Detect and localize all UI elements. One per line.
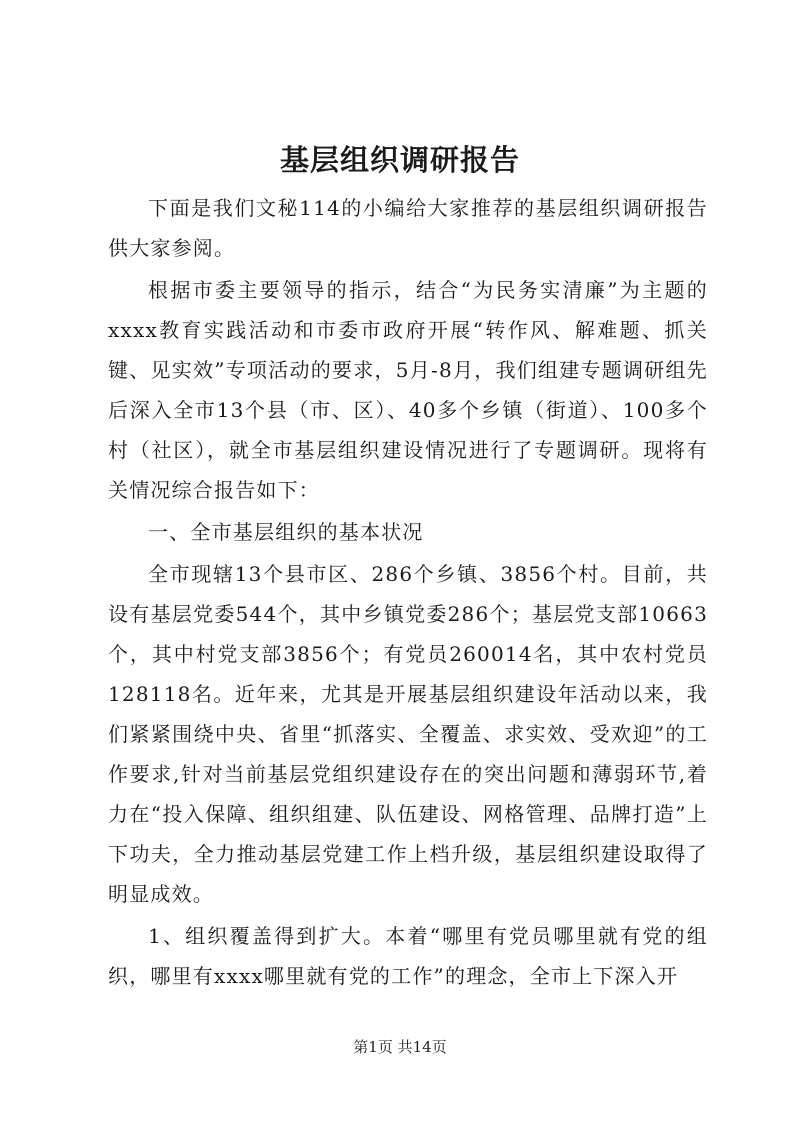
- coverage-paragraph: 1、组织覆盖得到扩大。本着“哪里有党员哪里就有党的组织，哪里有xxxx哪里就有党的工作”的理念，全市上下深入开: [108, 924, 708, 988]
- intro-paragraph: 下面是我们文秘114的小编给大家推荐的基层组织调研报告供大家参阅。: [108, 196, 708, 260]
- document-title: 基层组织调研报告: [279, 143, 520, 177]
- document-body: [108, 188, 708, 998]
- background-paragraph: 根据市委主要领导的指示，结合“为民务实清廉”为主题的xxxx教育实践活动和市委市政府开展“转作风、解难题、抓关键、见实效”专项活动的要求，5月-8月，我们组建专题调研组先后深入全市13个县（市、区）、40多个乡镇（街道）、100多个村（社区），就全市基层组织建设情况进行了专题调研。现将有关情况综合报告如下：: [108, 278, 708, 502]
- section-heading: 一、全市基层组织的基本状况: [148, 520, 424, 544]
- page-number-footer: 第1页 共14页: [353, 1038, 447, 1056]
- status-paragraph: 全市现辖13个县市区、286个乡镇、3856个村。目前，共设有基层党委544个，其中乡镇党委286个；基层党支部10663个，其中村党支部3856个；有党员260014名，其中农村党员128118名。近年来，尤其是开展基层组织建设年活动以来，我们紧紧围绕中央、省里“抓落实、全覆盖、求实效、受欢迎”的工作要求,针对当前基层党组织建设存在的突出问题和薄弱环节,着力在“投入保障、组织组建、队伍建设、网格管理、品牌打造”上下功夫，全力推动基层党建工作上档升级，基层组织建设取得了明显成效。: [108, 562, 708, 906]
